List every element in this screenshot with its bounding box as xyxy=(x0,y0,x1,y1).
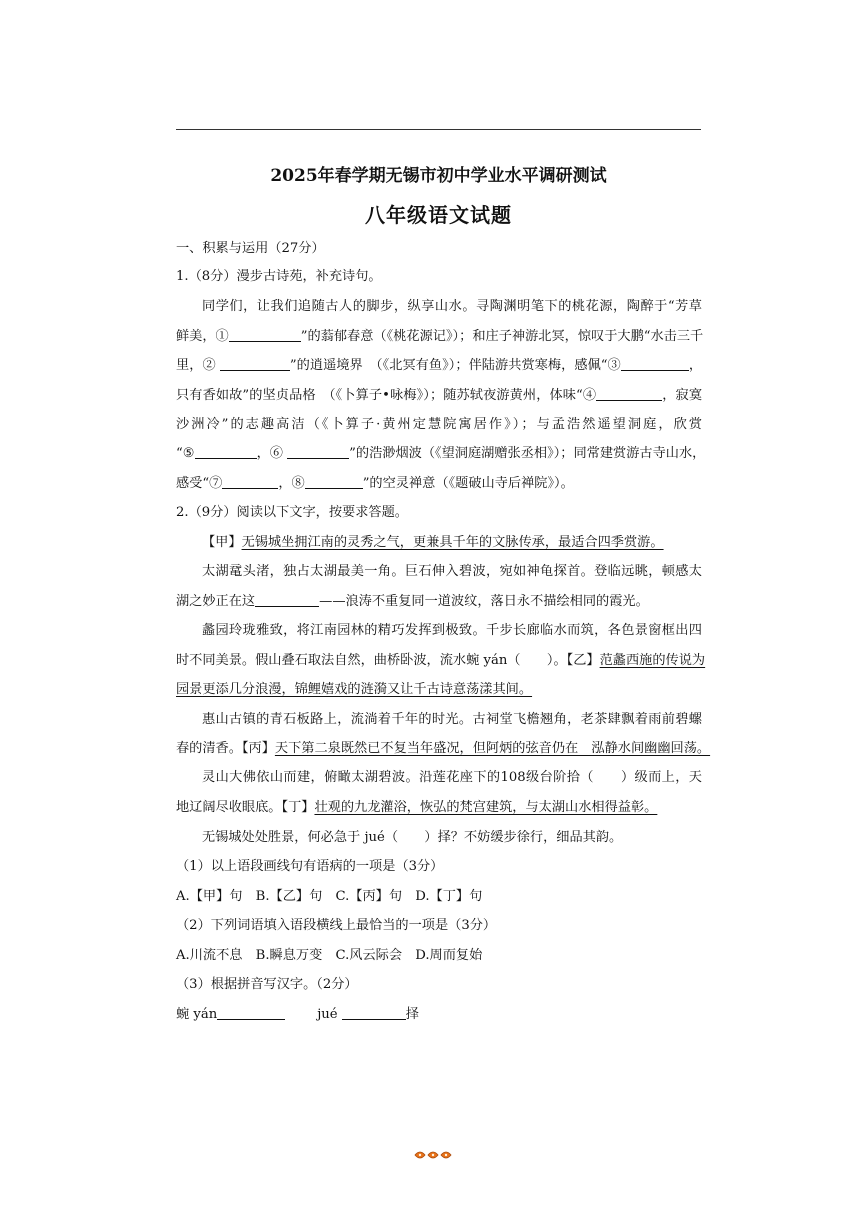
sub-question-1: （1）以上语段画线句有语病的一项是（3分） xyxy=(176,859,444,874)
sentence-ding: 壮观的九龙灌浴，恢弘的梵宫建筑，与太湖山水相得益彰。 xyxy=(314,800,658,815)
answer-blank-1[interactable] xyxy=(229,327,301,342)
passage-2-line-2-b: ——浪涛不重复同一道波纹，落日永不描绘相同的霞光。 xyxy=(319,594,649,609)
answer-blank-6[interactable] xyxy=(287,444,349,459)
sub-question-3-answer-line xyxy=(176,1005,702,1025)
q1-stem: 1.（8分）漫步古诗苑，补充诗句。 xyxy=(176,269,382,284)
q1-line-7-a: 感受“⑦ xyxy=(176,476,223,491)
q1-line-2-a: 鲜美，① xyxy=(176,329,229,344)
passage-2-line-2-a: 湖之妙正在这 xyxy=(176,594,256,609)
exam-title: 2025年春学期无锡市初中学业水平调研测试 xyxy=(270,166,607,186)
q1-line-4 xyxy=(176,386,702,406)
passage-jia xyxy=(202,533,702,553)
char-ze: 择 xyxy=(405,1007,419,1022)
q1-line-6-a: “⑤ xyxy=(176,446,195,461)
sentence-jia: 无锡城坐拥江南的灵秀之气，更兼具千年的文脉传承，最适合四季赏游。 xyxy=(241,535,664,550)
q1-line-2-b: ”的蓊郁春意（《桃花源记》）；和庄子神游北冥，惊叹于大鹏“水击三千 xyxy=(300,329,704,344)
sentence-yi-part-1: 范蠡西施的传说为 xyxy=(599,653,706,668)
q1-line-7-b: ，⑧ xyxy=(278,476,305,491)
answer-blank-5[interactable] xyxy=(195,444,257,459)
sentence-yi-part-2: 园景更添几分浪漫，锦鲤嬉戏的涟漪又让千古诗意荡漾其间。 xyxy=(176,682,533,697)
char-blank-jue[interactable] xyxy=(342,1005,406,1020)
pinyin-yan: 蜿 yán xyxy=(176,1007,218,1022)
answer-blank-2[interactable] xyxy=(220,356,290,371)
passage-5-line-2 xyxy=(176,798,702,818)
sub-question-3: （3）根据拼音写汉字。（2分） xyxy=(176,977,358,992)
label-jia: 【甲】 xyxy=(202,535,242,550)
label-ding: 【丁】 xyxy=(281,800,315,815)
label-yi: 【乙】 xyxy=(566,653,600,668)
pinyin-jue: jué xyxy=(317,1007,338,1022)
passage-4-line-2-a: 春的清香。 xyxy=(176,741,242,756)
idiom-blank[interactable] xyxy=(255,592,319,607)
passage-3-line-3 xyxy=(176,680,702,700)
passage-3-line-2-a: 时不同美景。假山叠石取法自然，曲桥卧波，流水蜿 yán（ ）。 xyxy=(176,653,567,668)
q1-line-6-b: ，⑥ xyxy=(256,446,283,461)
answer-blank-3[interactable] xyxy=(621,356,689,371)
q1-line-4-a: 只有香如故”的坚贞品格 （《卜算子•咏梅》）；随苏轼夜游黄州，体味“④ xyxy=(176,388,597,403)
q1-line-7 xyxy=(176,474,702,494)
section-heading: 一、积累与运用（27分） xyxy=(176,241,325,256)
sub-question-1-options[interactable]: A.【甲】句 B.【乙】句 C.【丙】句 D.【丁】句 xyxy=(176,889,483,904)
passage-3-line-2 xyxy=(176,651,706,671)
sub-question-2: （2）下列词语填入语段横线上最恰当的一项是（3分） xyxy=(176,918,497,933)
answer-blank-4[interactable] xyxy=(596,386,662,401)
q1-line-3 xyxy=(176,356,702,376)
q1-line-6 xyxy=(176,444,706,464)
q1-line-4-b: ，寂寞 xyxy=(662,388,703,403)
passage-2-line-2 xyxy=(176,592,702,612)
q1-line-6-c: ”的浩渺烟波（《望洞庭湖赠张丞相》）；同常建赏游古寺山水， xyxy=(349,446,706,461)
q1-line-7-c: ”的空灵禅意（《题破山寺后禅院》）。 xyxy=(362,476,574,491)
passage-4-line-2 xyxy=(176,739,711,759)
q1-line-5: 沙洲冷”的志趣高洁（《卜算子·黄州定慧院寓居作》）；与孟浩然遥望洞庭，欣赏 xyxy=(176,417,702,432)
q1-line-1: 同学们，让我们追随古人的脚步，纵享山水。寻陶渊明笔下的桃花源，陶醉于“芳草 xyxy=(202,299,702,314)
top-rule xyxy=(176,129,701,130)
passage-6: 无锡城处处胜景，何必急于 jué（ ）择？不妨缓步徐行，细品其韵。 xyxy=(202,830,623,845)
q1-line-2 xyxy=(176,327,702,347)
answer-blank-7[interactable] xyxy=(222,474,278,489)
passage-4-line-1: 惠山古镇的青石板路上，流淌着千年的时光。古祠堂飞檐翘角，老茶肆飘着雨前碧螺 xyxy=(202,712,702,727)
sub-question-2-options[interactable]: A.川流不息 B.瞬息万变 C.风云际会 D.周而复始 xyxy=(176,948,483,963)
label-bing: 【丙】 xyxy=(241,741,275,756)
sentence-bing: 天下第二泉既然已不复当年盛况，但阿炳的弦音仍在 泓静水间幽幽回荡。 xyxy=(274,741,711,756)
passage-2-line-1: 太湖鼋头渚，独占太湖最美一角。巨石伸入碧波，宛如神龟探首。登临远眺，顿感太 xyxy=(202,564,702,579)
page-ornament-icon xyxy=(413,1149,455,1161)
q2-stem: 2.（9分）阅读以下文字，按要求答题。 xyxy=(176,505,408,520)
passage-5-line-1: 灵山大佛依山而建，俯瞰太湖碧波。沿莲花座下的108级台阶拾（ ）级而上，天 xyxy=(202,770,702,785)
q1-line-3-b: ”的逍遥境界 （《北冥有鱼》）；伴陆游共赏寒梅，感佩“③ xyxy=(289,358,621,373)
char-blank-yan[interactable] xyxy=(217,1005,285,1020)
q1-line-3-c: ， xyxy=(688,358,703,373)
answer-blank-8[interactable] xyxy=(305,474,363,489)
passage-3-line-1: 蠡园玲珑雅致，将江南园林的精巧发挥到极致。千步长廊临水而筑，各色景窗框出四 xyxy=(202,623,702,638)
q1-line-3-a: 里，② xyxy=(176,358,216,373)
exam-subtitle: 八年级语文试题 xyxy=(365,203,512,227)
passage-5-line-2-a: 地辽阔尽收眼底。 xyxy=(176,800,282,815)
